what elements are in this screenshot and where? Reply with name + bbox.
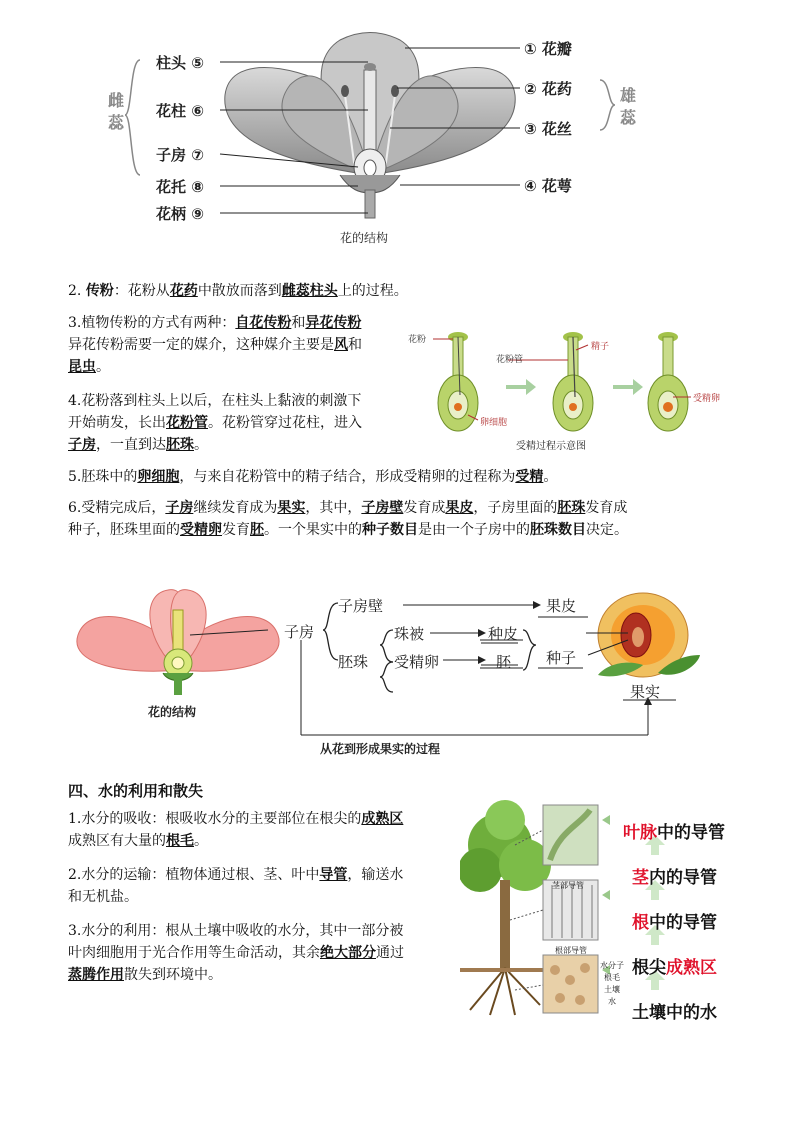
label-egg-cell: 卵细胞 [480, 418, 508, 428]
p6-b: 继续发育成为 [193, 500, 278, 516]
chain-leaf-vessel [623, 818, 725, 843]
w3-k1: 绝大部分 [320, 945, 376, 961]
label-receptacle: 花托 ⑧ [156, 178, 204, 196]
para-fruit-development [68, 497, 758, 541]
label-style: 花柱 ⑥ [156, 102, 204, 120]
p4-l2a: 开始萌发，长出 [68, 415, 166, 431]
p5-k2: 受精 [515, 469, 544, 485]
w1-k2: 根毛 [166, 833, 194, 849]
p6-k4: 果皮 [445, 500, 474, 516]
fig3-caption-process: 从花到形成果实的过程 [320, 742, 441, 756]
fig3-caption-flower: 花的结构 [148, 705, 197, 719]
label-stamen: 雄蕊 [620, 86, 637, 127]
chain-soil-water: 土壤中的水 [632, 1003, 717, 1023]
p6-c: ，其中， [305, 500, 362, 516]
w3-k2: 蒸腾作用 [68, 967, 124, 983]
p2-term: 传粉 [85, 283, 114, 299]
p4-l3a: ，一直到达 [96, 437, 166, 453]
flower-structure-figure [100, 25, 660, 250]
p4-l1: 4.花粉落到柱头上以后，在柱头上黏液的刺激下 [68, 393, 362, 409]
label-filament: ③ 花丝 [524, 120, 572, 138]
label-sperm: 精子 [591, 342, 610, 352]
p4-l2b: 。花粉管穿过花柱，进入 [208, 415, 362, 431]
label-zygote: 受精卵 [693, 394, 721, 404]
para-water-absorption [68, 808, 458, 852]
p3-k3: 风 [334, 337, 348, 353]
w2-k1: 导管 [319, 867, 348, 883]
para-pollination [68, 280, 728, 302]
chain-root-vessel-b: 中的导管 [649, 913, 717, 933]
p6-k6: 受精卵 [180, 522, 222, 538]
w2-a: 2.水分的运输：植物体通过根、茎、叶中 [68, 867, 320, 883]
fig1-caption: 花的结构 [340, 231, 389, 245]
label-water: 水 [608, 997, 616, 1006]
p6-l2a: 种子，胚珠里面的 [68, 522, 180, 538]
p6-f: 发育成 [585, 500, 628, 516]
p2-k2: 雌蕊柱头 [281, 283, 338, 299]
section-title-water: 四、水的利用和散失 [68, 782, 204, 800]
label-stigma: 柱头 ⑤ [156, 54, 204, 72]
p6-k3: 子房壁 [361, 500, 404, 516]
chain-stem-vessel [632, 863, 717, 888]
p3-and: 和 [291, 315, 306, 331]
para-fertilization [68, 466, 748, 488]
p5-k1: 卵细胞 [137, 469, 180, 485]
label-root-vessel: 根部导管 [555, 946, 587, 955]
p2-k1: 花药 [169, 283, 198, 299]
fig2-caption: 受精过程示意图 [516, 441, 586, 452]
p6-l2e: 决定。 [586, 522, 628, 538]
para-water-transport [68, 864, 458, 908]
label-ovary-wall: 子房壁 [338, 597, 384, 615]
p3-and2: 和 [348, 337, 362, 353]
w1-l2a: 成熟区有大量的 [68, 833, 166, 849]
p6-k8: 种子数目 [362, 522, 418, 538]
w1-k1: 成熟区 [361, 811, 404, 827]
label-fruit: 果实 [630, 683, 661, 701]
w1-a: 1.水分的吸收：根吸收水分的主要部位在根尖的 [68, 811, 362, 827]
chain-root-tip [632, 953, 717, 978]
chain-stem-vessel-a: 茎 [632, 868, 649, 888]
p2-t2: 中散放而落到 [197, 283, 282, 299]
w3-l3: 散失到环境中。 [124, 967, 222, 983]
label-stem-vessel: 茎部导管 [552, 881, 584, 890]
p3-k1: 自花传粉 [235, 315, 292, 331]
p6-k1: 子房 [165, 500, 194, 516]
p3-pre: 3.植物传粉的方式有两种： [68, 315, 236, 331]
p3-k2: 异花传粉 [305, 315, 362, 331]
label-soil: 土壤 [604, 985, 620, 994]
label-seed-coat: 种皮 [488, 625, 519, 643]
label-petal: ① 花瓣 [524, 40, 572, 58]
p3-l2: 异花传粉需要一定的媒介，这种媒介主要是 [68, 337, 334, 353]
para-pollen-tube [68, 390, 408, 456]
p4-k2: 子房 [68, 437, 96, 453]
p6-l2b: 发育 [222, 522, 250, 538]
p3-k4: 昆虫 [68, 359, 96, 375]
w2-l2: 和无机盐。 [68, 889, 138, 905]
label-root-hair: 根毛 [604, 973, 620, 982]
p4-k3: 胚珠 [166, 437, 194, 453]
p6-l2c: 。一个果实中的 [264, 522, 362, 538]
fertilization-figure [408, 325, 768, 455]
p5-c: 。 [543, 469, 558, 485]
label-sepal: ④ 花萼 [524, 177, 572, 195]
para-water-usage [68, 920, 458, 986]
p4-l3b: 。 [194, 437, 208, 453]
label-pistil: 雌蕊 [108, 91, 125, 132]
label-water-molecule: 水分子 [600, 961, 624, 970]
p6-k2: 果实 [277, 500, 306, 516]
label-ovary-flow: 子房 [284, 623, 315, 641]
chain-stem-vessel-b: 内的导管 [649, 868, 717, 888]
p5-a: 5.胚珠中的 [68, 469, 138, 485]
p2-pre: 2. [68, 283, 86, 299]
label-anther: ② 花药 [524, 80, 572, 98]
w3-l2b: 通过 [376, 945, 404, 961]
w2-b: ，输送水 [347, 867, 404, 883]
flower-to-fruit-diagram [68, 585, 748, 765]
flower-to-fruit-figure [68, 585, 748, 765]
w3-l1: 3.水分的利用：根从土壤中吸收的水分，其中一部分被 [68, 923, 404, 939]
p3-end: 。 [96, 359, 110, 375]
p6-k7: 胚 [250, 522, 264, 538]
label-pollen: 花粉 [408, 335, 427, 345]
label-embryo: 胚 [496, 653, 512, 671]
label-seed: 种子 [546, 649, 577, 667]
p6-l2d: 是由一个子房中的 [418, 522, 530, 538]
fertilization-diagram [408, 325, 768, 435]
p6-k5: 胚珠 [557, 500, 586, 516]
p5-b: ，与来自花粉管中的精子结合，形成受精卵的过程称为 [179, 469, 516, 485]
p2-t1: ：花粉从 [113, 283, 170, 299]
chain-leaf-vessel-b: 中的导管 [657, 823, 725, 843]
chain-root-vessel [632, 908, 717, 933]
label-fertilized-egg: 受精卵 [394, 653, 440, 671]
label-ovary: 子房 ⑦ [156, 146, 204, 164]
water-transport-figure [460, 800, 760, 1025]
label-integument: 珠被 [394, 625, 425, 643]
chain-root-tip-a: 根尖 [632, 958, 666, 978]
chain-leaf-vessel-a: 叶脉 [623, 823, 657, 843]
label-pollen-tube: 花粉管 [496, 355, 524, 365]
label-peel: 果皮 [546, 597, 577, 615]
p4-k1: 花粉管 [166, 415, 208, 431]
p6-a: 6.受精完成后， [68, 500, 166, 516]
para-pollination-types [68, 312, 408, 378]
chain-root-tip-b: 成熟区 [666, 958, 717, 978]
p6-e: ，子房里面的 [473, 500, 558, 516]
w1-l2b: 。 [194, 833, 208, 849]
w3-l2a: 叶肉细胞用于光合作用等生命活动，其余 [68, 945, 320, 961]
p6-k9: 胚珠数目 [530, 522, 586, 538]
label-pedicel: 花柄 ⑨ [156, 205, 204, 223]
chain-root-vessel-a: 根 [632, 913, 649, 933]
label-ovule: 胚珠 [338, 653, 369, 671]
p2-t3: 上的过程。 [337, 283, 408, 299]
p6-d: 发育成 [403, 500, 446, 516]
